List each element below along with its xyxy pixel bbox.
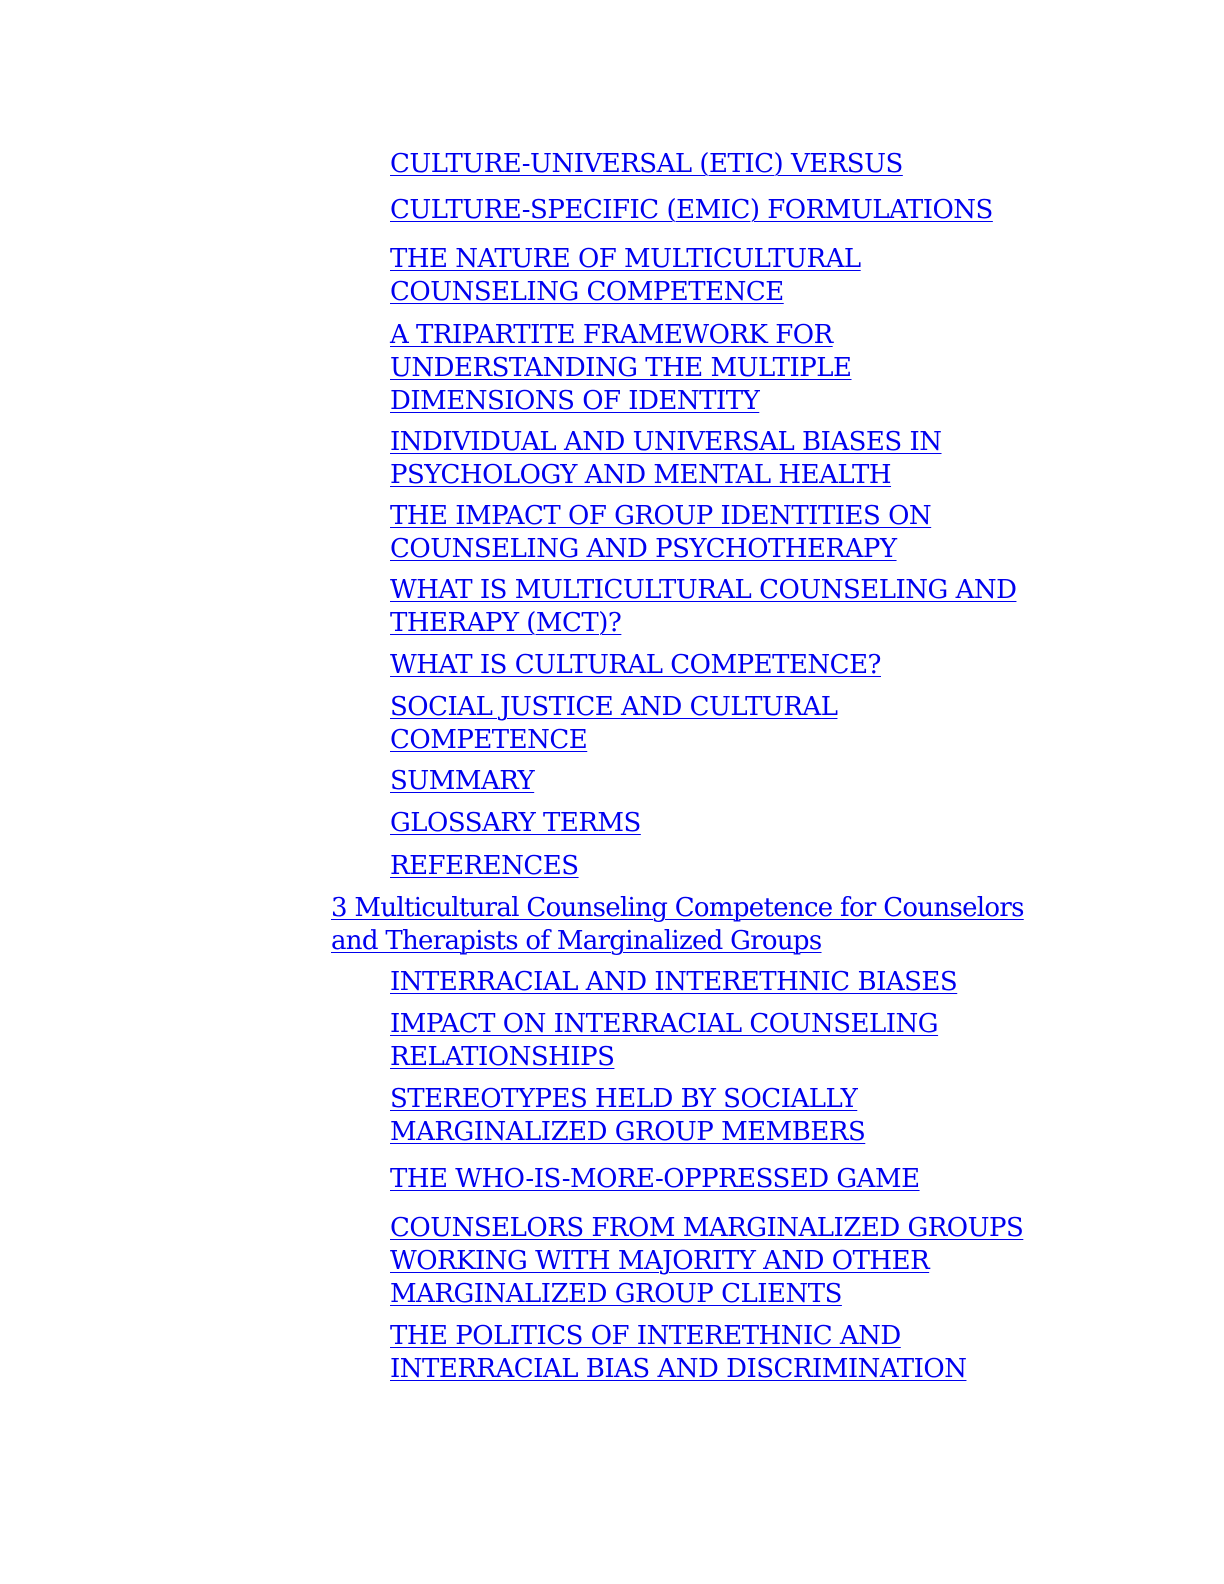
toc-link-what-is-mct[interactable]: WHAT IS MULTICULTURAL COUNSELING AND THERAPY (MCT)?: [390, 575, 1017, 638]
toc-link-nature-of-mc-competence[interactable]: THE NATURE OF MULTICULTURAL COUNSELING COMPETENCE: [390, 244, 861, 307]
toc-link-individual-universal-biases[interactable]: INDIVIDUAL AND UNIVERSAL BIASES IN PSYCHOLOGY AND MENTAL HEALTH: [390, 427, 942, 490]
toc-link-culture-universal-etic[interactable]: CULTURE-UNIVERSAL (ETIC) VERSUS: [390, 149, 903, 179]
toc-link-references[interactable]: REFERENCES: [390, 851, 579, 881]
toc-link-glossary-terms[interactable]: GLOSSARY TERMS: [390, 808, 641, 838]
toc-link-counselors-marginalized[interactable]: COUNSELORS FROM MARGINALIZED GROUPS WORKING WITH MAJORITY AND OTHER MARGINALIZED GROUP CLIENTS: [390, 1213, 1024, 1309]
toc-link-summary[interactable]: SUMMARY: [390, 766, 535, 796]
toc-link-tripartite-framework[interactable]: A TRIPARTITE FRAMEWORK FOR UNDERSTANDING THE MULTIPLE DIMENSIONS OF IDENTITY: [390, 320, 852, 416]
toc-link-interracial-biases[interactable]: INTERRACIAL AND INTERETHNIC BIASES: [390, 967, 958, 997]
toc-link-chapter-3[interactable]: 3 Multicultural Counseling Competence for Counselors and Therapists of Marginalized Groups: [331, 893, 1024, 956]
toc-link-politics-of-bias[interactable]: THE POLITICS OF INTERETHNIC AND INTERRACIAL BIAS AND DISCRIMINATION: [390, 1321, 967, 1384]
toc-link-impact-interracial-relationships[interactable]: IMPACT ON INTERRACIAL COUNSELING RELATIONSHIPS: [390, 1009, 939, 1072]
toc-link-social-justice[interactable]: SOCIAL JUSTICE AND CULTURAL COMPETENCE: [390, 692, 838, 755]
toc-link-impact-of-group-identities[interactable]: THE IMPACT OF GROUP IDENTITIES ON COUNSELING AND PSYCHOTHERAPY: [390, 501, 932, 564]
toc-link-culture-specific-emic[interactable]: CULTURE-SPECIFIC (EMIC) FORMULATIONS: [390, 195, 993, 225]
toc-link-what-is-cultural-competence[interactable]: WHAT IS CULTURAL COMPETENCE?: [390, 650, 881, 680]
toc-link-who-is-more-oppressed[interactable]: THE WHO-IS-MORE-OPPRESSED GAME: [390, 1164, 920, 1194]
toc-link-stereotypes[interactable]: STEREOTYPES HELD BY SOCIALLY MARGINALIZED GROUP MEMBERS: [390, 1084, 866, 1147]
